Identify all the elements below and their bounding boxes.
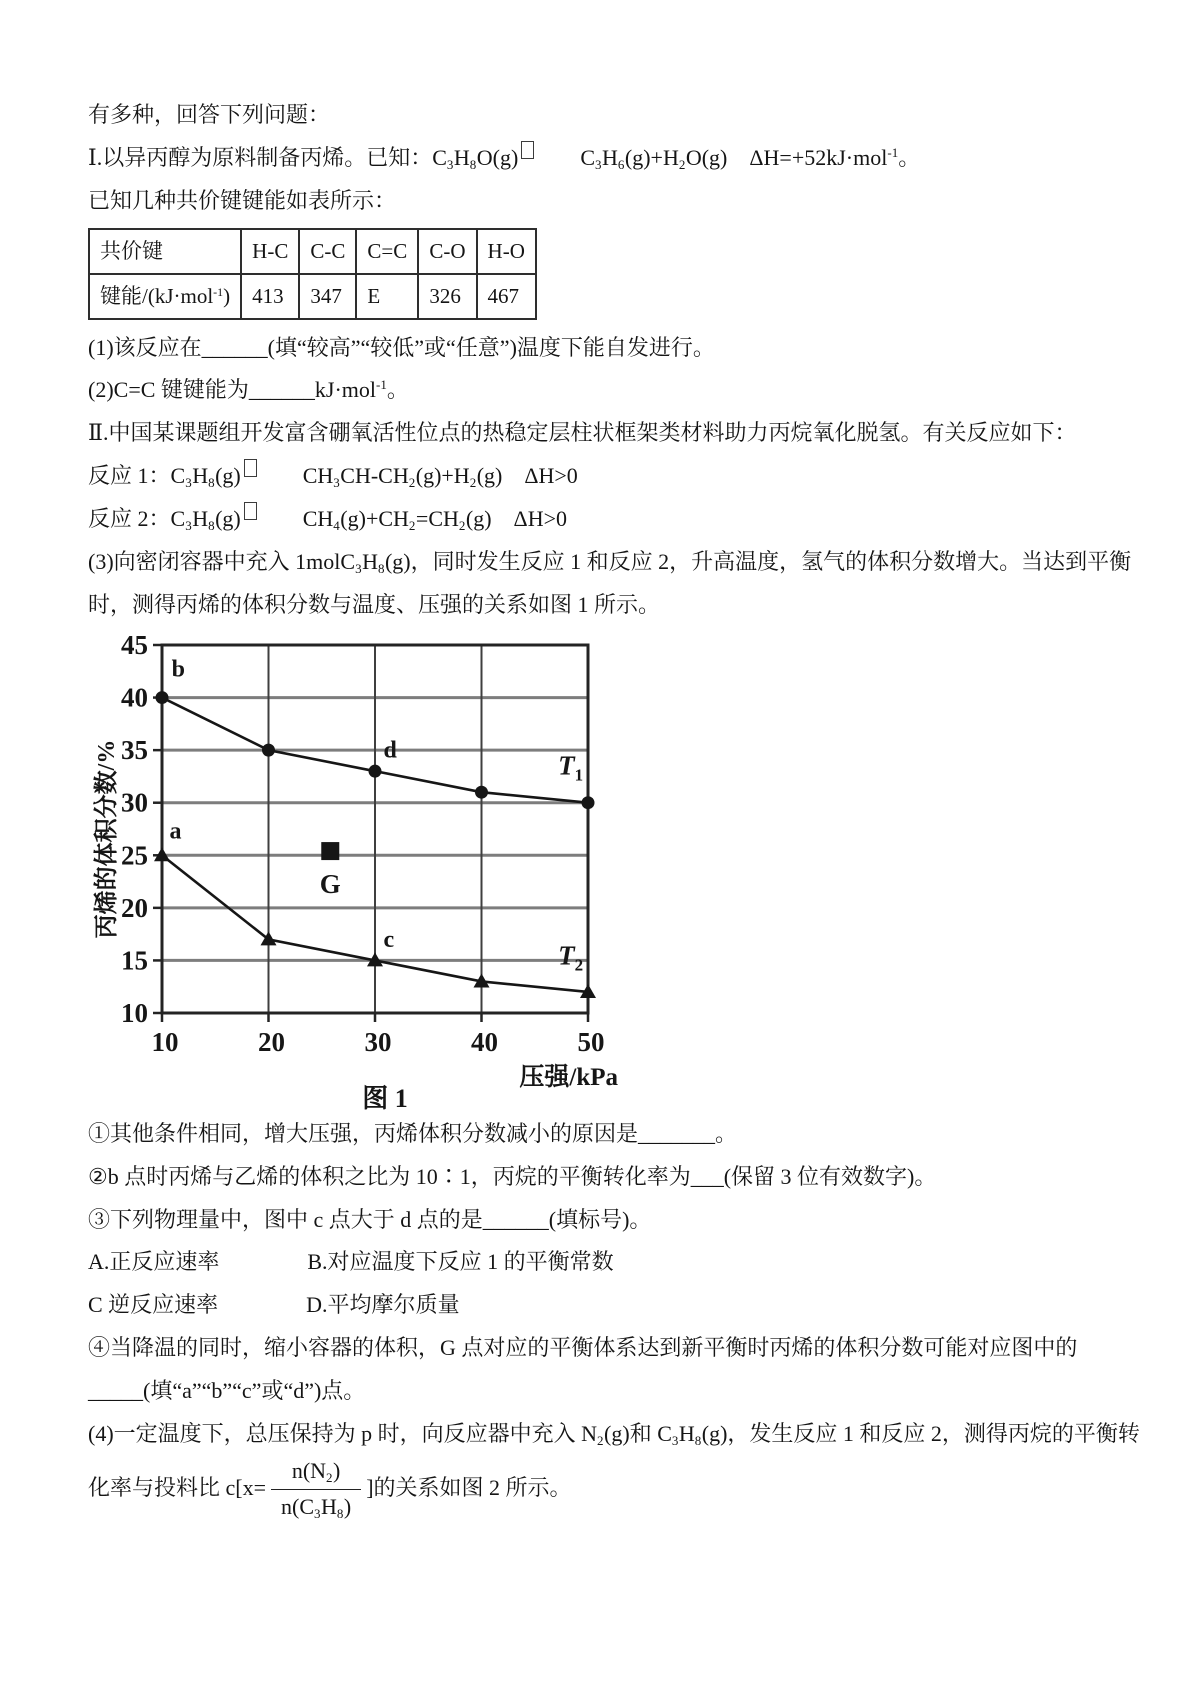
line-q3-sub1 xyxy=(88,1113,1168,1156)
subscript: 3 xyxy=(185,475,193,491)
x-tick-label: 10 xyxy=(151,1026,179,1057)
y-tick-label: 15 xyxy=(121,945,148,976)
point-label-b: b xyxy=(171,656,185,683)
text-run: 413 xyxy=(252,283,284,308)
text-run: (g)+H xyxy=(415,463,470,489)
text-run: n(N xyxy=(291,1457,327,1483)
figure-caption: 图 1 xyxy=(362,1083,408,1113)
text-run: ③下列物理量中，图中 c 点大于 d 点的是______(填标号)。 xyxy=(88,1206,652,1232)
table-header-cell xyxy=(241,229,299,274)
text-run: CH xyxy=(258,506,334,532)
subscript: 2 xyxy=(408,518,416,534)
x-tick-label: 30 xyxy=(364,1026,392,1057)
text-run: CH xyxy=(258,463,334,489)
text-run: (g)+H xyxy=(624,144,679,170)
text-run: (g) xyxy=(215,463,241,489)
text-run: H-O xyxy=(487,238,525,263)
point-label-c: c xyxy=(383,926,395,953)
line-section-II xyxy=(88,412,1168,455)
text-run: H xyxy=(192,463,209,489)
line-options-ab xyxy=(88,1241,1168,1284)
fraction xyxy=(271,1456,361,1524)
table-value-cell xyxy=(299,274,356,319)
table-value-cell xyxy=(477,274,536,319)
subscript: 3 xyxy=(355,561,363,576)
subscript: 8 xyxy=(208,475,216,491)
text-run: 化率与投料比 c[x= xyxy=(88,1474,266,1500)
subscript: 2 xyxy=(458,518,466,534)
text-run: H xyxy=(192,506,209,532)
missing-glyph-box xyxy=(521,141,534,159)
text-run: ) xyxy=(333,1457,341,1483)
line-intro xyxy=(88,94,1168,137)
text-run: ]的关系如图 2 所示。 xyxy=(366,1474,572,1500)
text-run: CH-CH xyxy=(340,463,409,489)
text-run: E xyxy=(367,283,381,308)
line-q3-sub4-b xyxy=(88,1370,1168,1413)
table-value-cell xyxy=(89,274,241,319)
text-run: n(C xyxy=(281,1494,314,1520)
text-run: O(g) ΔH=+52kJ·mol xyxy=(685,144,888,170)
text-run: 467 xyxy=(487,283,520,308)
line-q3-sub4-a xyxy=(88,1327,1168,1370)
y-tick-label: 40 xyxy=(121,682,148,713)
line-q3-sub3 xyxy=(88,1199,1168,1242)
text-run: (g)和 C xyxy=(604,1421,672,1447)
table-header-cell xyxy=(299,229,356,274)
table-value-cell xyxy=(356,274,418,319)
table-header-cell xyxy=(477,229,536,274)
text-run: (g)，发生反应 1 和反应 2，测得丙烷的平衡转 xyxy=(701,1421,1140,1447)
y-tick-label: 20 xyxy=(121,892,148,923)
data-point-circle xyxy=(475,785,488,798)
x-tick-label: 20 xyxy=(258,1026,285,1057)
superscript: -1 xyxy=(213,284,224,299)
text-run: (g)，同时发生反应 1 和反应 2，升高温度，氢气的体积分数增大。当达到平衡 xyxy=(384,549,1132,574)
text-run: C 逆反应速率 D.平均摩尔质量 xyxy=(88,1292,460,1318)
line-q3-a xyxy=(88,541,1168,584)
text-run: ②b 点时丙烯与乙烯的体积之比为 10∶1，丙烷的平衡转化率为___(保留 3 位有效数字)。 xyxy=(88,1163,937,1189)
text-run: =CH xyxy=(415,506,459,532)
line-q3-sub2 xyxy=(88,1156,1168,1199)
text-run: 反应 1：C xyxy=(88,463,186,489)
data-point-circle xyxy=(369,764,382,777)
series-label-T1: $T_1$ xyxy=(558,750,584,785)
table-header-cell xyxy=(356,229,418,274)
subscript: 2 xyxy=(678,156,686,172)
text-run: (g) ΔH>0 xyxy=(476,463,578,489)
text-run: 326 xyxy=(429,283,461,308)
superscript: -1 xyxy=(376,377,387,393)
missing-glyph-box xyxy=(244,459,257,477)
figure-1-chart xyxy=(88,631,728,1113)
subscript: 4 xyxy=(333,518,341,534)
text-run: H-C xyxy=(252,238,289,263)
questions-section-1 xyxy=(88,327,1168,627)
text-run: Ⅰ.以异丙醇为原料制备丙烯。已知：C xyxy=(88,144,447,170)
subscript: 3 xyxy=(314,1506,321,1522)
subscript: 3 xyxy=(185,518,193,534)
table-value-cell xyxy=(241,274,299,319)
text-run: A.正反应速率 B.对应温度下反应 1 的平衡常数 xyxy=(88,1249,614,1275)
line-q2 xyxy=(88,369,1168,412)
y-axis-title: 丙烯的体积分数/% xyxy=(94,739,120,939)
bond-energy-table xyxy=(88,228,537,320)
fraction-numerator xyxy=(271,1456,361,1490)
subscript: 6 xyxy=(617,156,625,172)
document-content xyxy=(88,94,1168,1523)
subscript: 8 xyxy=(377,561,385,576)
y-tick-label: 30 xyxy=(121,787,148,818)
subscript: 2 xyxy=(408,475,416,491)
text-run: O(g) xyxy=(476,144,519,170)
data-point-circle xyxy=(582,796,595,809)
y-tick-label: 35 xyxy=(121,734,148,765)
x-tick-label: 40 xyxy=(471,1026,498,1057)
g-point-label: G xyxy=(319,868,341,899)
figure-1 xyxy=(88,631,1168,1113)
subscript: 3 xyxy=(446,156,454,172)
line-options-cd xyxy=(88,1284,1168,1327)
text-run: C=C xyxy=(367,238,408,263)
text-run: (2)C=C 键键能为______kJ·mol xyxy=(88,377,377,403)
series-label-T2: $T_2$ xyxy=(558,940,584,975)
subscript: 3 xyxy=(671,1433,679,1449)
text-run: C xyxy=(536,144,595,170)
subscript: 2 xyxy=(597,1433,605,1449)
point-label-d: d xyxy=(383,737,397,764)
text-run: 键能/(kJ·mol xyxy=(100,283,214,308)
text-run: ①其他条件相同，增大压强，丙烯体积分数减小的原因是_______。 xyxy=(88,1120,738,1146)
text-run: (4)一定温度下，总压保持为 p 时，向反应器中充入 N xyxy=(88,1421,598,1447)
text-run: 。 xyxy=(386,377,409,403)
subscript: 8 xyxy=(469,156,477,172)
text-run: ) xyxy=(223,283,231,308)
subscript: 2 xyxy=(326,1469,334,1485)
text-run: (g) xyxy=(215,506,241,532)
questions-section-2 xyxy=(88,1113,1168,1524)
table-row xyxy=(89,229,536,274)
text-run: 有多种，回答下列问题： xyxy=(88,102,331,127)
line-q1 xyxy=(88,327,1168,370)
intro-section xyxy=(88,94,1168,223)
text-run: H xyxy=(362,549,378,574)
text-run: 已知几种共价键键能如表所示： xyxy=(88,187,397,213)
text-run: H xyxy=(321,1494,337,1520)
line-q4-a xyxy=(88,1413,1168,1456)
superscript: -1 xyxy=(887,144,899,160)
text-run: (1)该反应在______(填“较高”“较低”或“任意”)温度下能自发进行。 xyxy=(88,334,715,360)
y-tick-label: 25 xyxy=(121,840,148,871)
subscript: 8 xyxy=(336,1506,344,1522)
table-value-cell xyxy=(418,274,476,319)
subscript: 8 xyxy=(694,1433,702,1449)
data-point-circle xyxy=(156,691,169,704)
data-point-circle xyxy=(262,743,275,756)
x-axis-title: 压强/kPa xyxy=(519,1063,618,1091)
line-reaction-1 xyxy=(88,455,1168,498)
y-tick-label: 45 xyxy=(121,630,148,660)
text-run: Ⅱ.中国某课题组开发富含硼氧活性位点的热稳定层柱状框架类材料助力丙烷氧化脱氢。有关反应如下： xyxy=(88,420,1077,446)
x-tick-label: 50 xyxy=(577,1026,605,1057)
text-run: 时，测得丙烯的体积分数与温度、压强的关系如图 1 所示。 xyxy=(88,591,661,617)
fraction-denominator xyxy=(271,1490,361,1523)
subscript: 3 xyxy=(333,475,341,491)
point-label-a: a xyxy=(169,818,182,845)
text-run: ) xyxy=(343,1494,352,1520)
text-run: C-C xyxy=(310,238,346,263)
line-reaction-2 xyxy=(88,498,1168,541)
missing-glyph-box xyxy=(244,502,257,520)
g-point-marker xyxy=(321,842,339,860)
subscript: 3 xyxy=(595,156,602,172)
text-run: 。 xyxy=(898,144,921,170)
y-tick-label: 10 xyxy=(121,997,148,1028)
text-run: (g) ΔH>0 xyxy=(465,506,567,532)
text-run: 反应 2：C xyxy=(88,506,186,532)
text-run: H xyxy=(678,1421,695,1447)
subscript: 2 xyxy=(469,475,477,491)
text-run: (3)向密闭容器中充入 1molC xyxy=(88,549,356,574)
table-header-cell xyxy=(89,229,241,274)
text-run: C-O xyxy=(429,238,466,263)
line-q3-b xyxy=(88,584,1168,627)
text-run: _____(填“a”“b”“c”或“d”)点。 xyxy=(88,1378,366,1404)
line-section-I xyxy=(88,137,1168,180)
text-run: H xyxy=(602,144,618,170)
text-run: (g)+CH xyxy=(340,506,409,532)
text-run: 347 xyxy=(310,283,342,308)
subscript: 8 xyxy=(208,518,216,534)
line-table-intro xyxy=(88,180,1168,223)
text-run: 共价键 xyxy=(100,238,163,263)
table-row xyxy=(89,274,536,319)
table-header-cell xyxy=(418,229,476,274)
text-run: ④当降温的同时，缩小容器的体积，G 点对应的平衡体系达到新平衡时丙烯的体积分数可能对应图中的 xyxy=(88,1335,1078,1361)
text-run: H xyxy=(453,144,470,170)
line-q4-b xyxy=(88,1456,1168,1524)
